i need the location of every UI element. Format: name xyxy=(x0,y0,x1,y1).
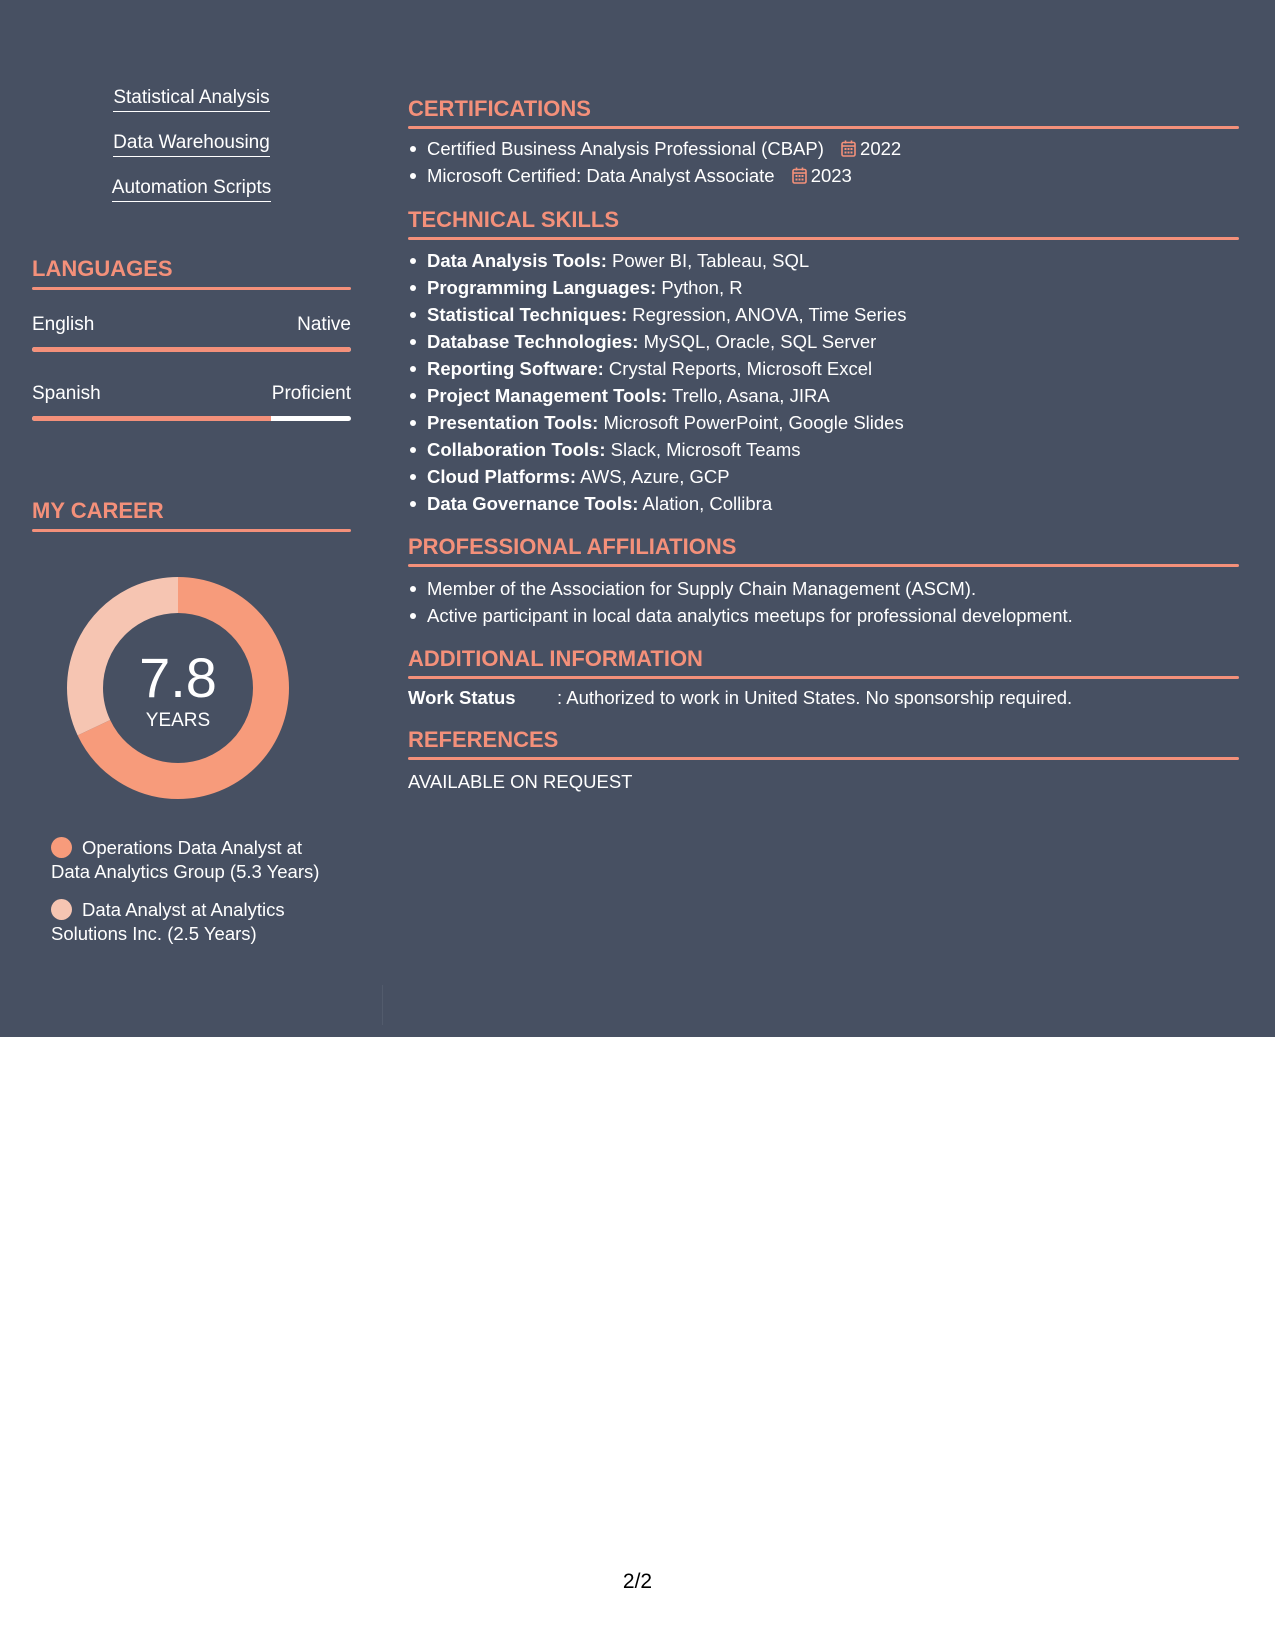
technical-skill-item xyxy=(408,274,1239,301)
heading-rule xyxy=(408,564,1239,567)
skill-values: Alation, Collibra xyxy=(638,493,773,514)
technical-skill-item xyxy=(408,436,1239,463)
heading-rule xyxy=(32,529,351,532)
skill-tags xyxy=(32,86,351,221)
heading-rule xyxy=(408,126,1239,129)
technical-skill-item xyxy=(408,463,1239,490)
technical-skill-item xyxy=(408,382,1239,409)
certifications-list xyxy=(408,135,1239,189)
skill-category: Data Governance Tools: xyxy=(427,493,639,514)
career-legend-item xyxy=(51,898,341,946)
skill-values: Regression, ANOVA, Time Series xyxy=(627,304,907,325)
heading-rule xyxy=(408,237,1239,240)
skill-tag: Statistical Analysis xyxy=(113,86,269,112)
language-proficiency-bar xyxy=(32,347,351,352)
skill-values: Trello, Asana, JIRA xyxy=(667,385,830,406)
language-name: English xyxy=(32,314,95,335)
affiliations-heading xyxy=(408,533,1239,561)
affiliation-item: Member of the Association for Supply Chain Management (ASCM). xyxy=(408,575,1239,602)
skill-category: Project Management Tools: xyxy=(427,385,668,406)
skill-tag: Automation Scripts xyxy=(112,176,271,202)
certifications-heading-text: CERTIFICATIONS xyxy=(408,96,591,121)
column-divider xyxy=(382,985,383,1025)
legend-label: Operations Data Analyst at Data Analytics Group (5.3 Years) xyxy=(51,837,320,882)
career-legend-item xyxy=(51,836,341,884)
certification-item xyxy=(408,135,1239,162)
skill-category: Database Technologies: xyxy=(427,331,639,352)
skill-values: Python, R xyxy=(656,277,743,298)
skill-values: Slack, Microsoft Teams xyxy=(605,439,801,460)
skill-values: Microsoft PowerPoint, Google Slides xyxy=(598,412,904,433)
skill-values: Crystal Reports, Microsoft Excel xyxy=(603,358,873,379)
technical-skill-item xyxy=(408,301,1239,328)
language-level: Proficient xyxy=(271,383,351,404)
technical-skills-list xyxy=(408,247,1239,517)
language-proficiency-fill xyxy=(32,416,271,421)
calendar-icon xyxy=(841,140,856,157)
page-number: 2/2 xyxy=(622,1570,653,1593)
legend-dot-icon xyxy=(51,837,72,858)
additional-info-heading xyxy=(408,645,1239,673)
language-row xyxy=(32,313,351,353)
heading-rule xyxy=(408,676,1239,679)
certifications-heading xyxy=(408,95,1239,123)
references-heading xyxy=(408,726,1239,754)
language-level: Native xyxy=(297,314,351,335)
career-total-value: 7.8 xyxy=(139,646,217,709)
skill-category: Statistical Techniques: xyxy=(427,304,628,325)
work-status-label: Work Status xyxy=(408,687,516,708)
technical-skill-item xyxy=(408,247,1239,274)
technical-skill-item xyxy=(408,490,1239,517)
donut-center xyxy=(66,576,290,800)
additional-info-heading-text: ADDITIONAL INFORMATION xyxy=(408,646,703,671)
technical-skill-item xyxy=(408,409,1239,436)
technical-skills-heading-text: TECHNICAL SKILLS xyxy=(408,207,620,232)
certification-year: 2022 xyxy=(860,138,902,159)
skill-category: Presentation Tools: xyxy=(427,412,599,433)
skill-values: MySQL, Oracle, SQL Server xyxy=(638,331,877,352)
work-status-value: : Authorized to work in United States. No sponsorship required. xyxy=(557,687,1073,708)
technical-skills-heading xyxy=(408,206,1239,234)
skill-values: AWS, Azure, GCP xyxy=(576,466,730,487)
skill-category: Reporting Software: xyxy=(427,358,604,379)
skill-category: Cloud Platforms: xyxy=(427,466,577,487)
affiliations-heading-text: PROFESSIONAL AFFILIATIONS xyxy=(408,534,737,559)
heading-rule xyxy=(32,287,351,290)
certification-name: Microsoft Certified: Data Analyst Associate xyxy=(427,165,775,186)
affiliation-item: Active participant in local data analytics meetups for professional development. xyxy=(408,602,1239,629)
calendar-icon xyxy=(792,167,807,184)
language-proficiency-fill xyxy=(32,347,351,352)
references-heading-text: REFERENCES xyxy=(408,727,559,752)
career-heading-text: MY CAREER xyxy=(32,498,164,523)
language-row xyxy=(32,382,351,422)
language-proficiency-bar xyxy=(32,416,351,421)
references-text: AVAILABLE ON REQUEST xyxy=(408,771,633,792)
languages-heading-text: LANGUAGES xyxy=(32,256,173,281)
certification-name: Certified Business Analysis Professional (CBAP) xyxy=(427,138,824,159)
skill-category: Collaboration Tools: xyxy=(427,439,606,460)
skill-category: Data Analysis Tools: xyxy=(427,250,607,271)
skill-tag: Data Warehousing xyxy=(113,131,270,157)
language-name: Spanish xyxy=(32,383,101,404)
career-heading xyxy=(32,497,351,525)
languages-heading xyxy=(32,255,351,283)
certification-item xyxy=(408,162,1239,189)
legend-dot-icon xyxy=(51,899,72,920)
career-donut-chart xyxy=(66,576,290,800)
legend-label: Data Analyst at Analytics Solutions Inc. (2.5 Years) xyxy=(51,899,285,944)
technical-skill-item xyxy=(408,355,1239,382)
heading-rule xyxy=(408,757,1239,760)
affiliations-list xyxy=(408,575,1239,629)
career-total-unit: YEARS xyxy=(145,710,211,731)
skill-values: Power BI, Tableau, SQL xyxy=(606,250,810,271)
skill-category: Programming Languages: xyxy=(427,277,657,298)
certification-year: 2023 xyxy=(810,165,852,186)
technical-skill-item xyxy=(408,328,1239,355)
